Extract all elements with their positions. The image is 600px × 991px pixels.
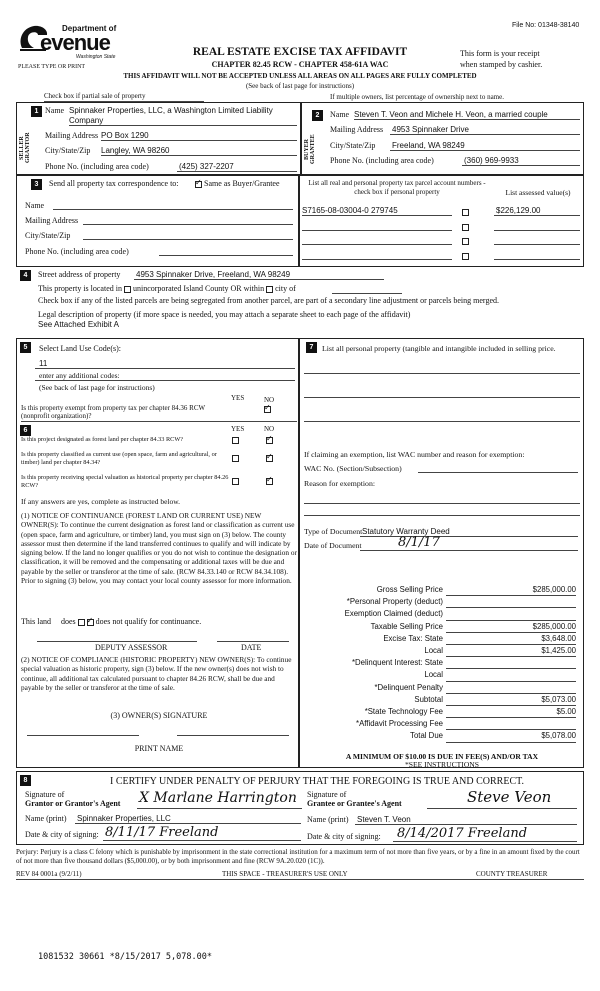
forest-question: Is this project designated as forest land per chapter 84.33 RCW? [21,436,184,443]
assessed-line-3 [494,244,580,245]
this-land-label: This land [21,617,51,626]
see-back: (See back of last page for instructions) [245,82,355,90]
see-instructions: *SEE INSTRUCTIONS [404,760,480,769]
personal-property-checkbox-1[interactable] [462,207,469,216]
buyer-section [301,102,584,175]
corr-name-line [53,209,293,210]
city-of-label: city of [275,284,296,293]
unincorporated-label: unincorporated Island County OR within [132,284,265,293]
county-treasurer-label: COUNTY TREASURER [476,870,548,878]
grantor-sig-label-2: Grantor or Grantor's Agent [25,799,121,808]
grantor-date-city[interactable]: 8/11/17 Freeland [105,825,219,840]
grantee-sig-label-1: Signature of [307,790,347,799]
warning-text: THIS AFFIDAVIT WILL NOT BE ACCEPTED UNLESS ALL AREAS ON ALL PAGES ARE FULLY COMPLETED [123,72,477,80]
section-number: 1 [31,106,42,117]
notice-continuance: (1) NOTICE OF CONTINUANCE (FOREST LAND OR CURRENT USE) NEW OWNER(S): To continue the current designation as forest land or classification as current use (open space, farm and agriculture, or timber) land, you must sign on (3) below. The county assessor must then determine if the land transferred continues to qualify and will indicate by signing below. If the land no longer qualifies or you do not wish to continue the designation or classification, it will be removed and the compensating or additional taxes will be due and payable by the seller or transferor at the time of sale. (RCW 84.33.140 or RCW 84.34.108). Prior to signing (3) below, you may contact your local county assessor for more information. [21,511,297,586]
please-type: PLEASE TYPE OR PRINT [18,64,86,70]
logo-word: evenue [40,30,110,55]
buyer-mailing[interactable]: 4953 Spinnaker Drive [392,125,469,134]
grantor-date-label: Date & city of signing: [25,830,99,839]
tax-row-value[interactable] [446,658,576,669]
same-as-label: Same as Buyer/Grantee [204,179,280,188]
tax-row-value[interactable]: $5.00 [446,707,576,718]
tax-row-label: Gross Selling Price [376,585,443,594]
corr-phone-line [159,255,293,256]
seller-city-line [101,155,297,156]
no-header: NO [264,396,275,404]
assessed-line-4 [494,259,580,260]
section-number: 4 [20,270,31,281]
city-checkbox[interactable] [266,286,273,293]
tax-row-value[interactable]: $5,078.00 [446,731,576,742]
assessed-header: List assessed value(s) [505,188,571,197]
owner-sig-line-1 [27,735,139,736]
tax-row [300,719,585,731]
doc-type-label: Type of Document [304,527,363,536]
personal-property-label: List all personal property (tangible and intangible included in selling price. [322,344,556,353]
section-number: 7 [306,342,317,353]
reason-line-1 [304,503,580,504]
current-use-question: Is this property classified as current use (open space, farm and agricultural, or timber) land per chapter 84.34? [21,451,217,466]
tax-table [300,585,585,745]
tax-row-value[interactable]: $285,000.00 [446,622,576,633]
parcel-number[interactable]: S7165-08-03004-0 279745 [302,206,398,215]
treasurer-stamp: 1081532 30661 *8/15/2017 5,078.00* [38,952,212,962]
notice-compliance: (2) NOTICE OF COMPLIANCE (HISTORIC PROPERTY) NEW OWNER(S): To continue special valuation as historic property, sign (3) below. If the new owner(s) does not wish to continue, all additional tax calculated pursuant to chapter 84.26 RCW, shall be due and payable by the seller or transferor at the time of sale. [21,655,292,692]
grantor-name-line [75,823,301,824]
logo-state: Washington State [76,54,116,60]
additional-codes-label: enter any additional codes: [39,371,120,380]
personal-property-checkbox-4[interactable] [462,251,469,260]
tax-row [300,695,585,707]
seller-mailing[interactable]: PO Box 1290 [101,131,149,140]
certification-section [16,771,584,845]
seller-mailing-label: Mailing Address [45,131,99,140]
tax-row [300,683,585,695]
grantor-signature[interactable]: X Marlane Harrington [139,790,297,806]
footer-rule [16,879,584,880]
grantee-sig-line [427,808,577,809]
seller-side-label: SELLER GRANTOR [19,132,31,164]
pp-line-3 [304,421,580,422]
if-yes-text: If any answers are yes, complete as instructed below. [21,497,181,506]
assessed-line-2 [494,230,580,231]
tax-row-value[interactable] [446,719,576,730]
personal-property-section [299,338,584,768]
does-not-label: does not qualify for continuance. [95,617,202,626]
seller-name-label: Name [45,106,65,115]
buyer-phone-line [462,165,580,166]
tax-row-value[interactable] [446,597,576,608]
grantee-date-line [393,841,577,842]
assessed-line-1 [494,215,580,216]
parcel-section [299,175,584,267]
section-number: 2 [312,110,323,121]
grantor-name-label: Name (print) [25,814,67,823]
section-number-6: 6 [20,425,31,436]
section-number: 3 [31,179,42,190]
land-use-see-back: (See back of last page for instructions) [39,383,155,392]
city-of-line [332,293,402,294]
tax-row-label: Excise Tax: State [383,633,443,643]
grantee-date-city[interactable]: 8/14/2017 Freeland [397,826,528,841]
yes-header-6: YES [231,425,245,433]
location-row [38,284,296,293]
current-use-no-checkbox[interactable] [266,453,273,462]
forest-no-checkbox[interactable] [266,435,273,444]
form-subtitle: CHAPTER 82.45 RCW - CHAPTER 458-61A WAC [211,60,389,69]
tax-row-label: *State Technology Fee [364,707,443,716]
historic-yes-checkbox[interactable] [232,476,239,485]
buyer-name[interactable]: Steven T. Veon and Michele H. Veon, a married couple [354,110,548,119]
property-section [16,268,584,334]
tax-row-label: Subtotal [414,694,443,704]
tax-row [300,585,585,597]
buyer-city-line [390,150,580,151]
buyer-phone[interactable]: (360) 969-9933 [464,156,519,165]
grantee-signature[interactable]: Steve Veon [467,788,552,806]
segregated-row[interactable] [38,296,499,305]
reason-line-2 [304,515,580,516]
checkbox-checked-icon [195,181,202,188]
form-revision: REV 84 0001a (9/2/11) [16,870,82,878]
grantee-name-line [355,824,577,825]
section-number: 8 [20,775,31,786]
wac-line [418,472,578,473]
date-label: DATE [241,643,262,652]
section-number: 5 [20,342,31,353]
corr-name-label: Name [25,201,45,210]
parcel-line-3 [302,244,452,245]
multiple-owners-note: If multiple owners, list percentage of ownership next to name. [330,93,504,101]
current-use-yes-checkbox[interactable] [232,453,239,462]
located-label: This property is located in [38,284,122,293]
historic-no-checkbox[interactable] [266,476,273,485]
grantor-date-line [103,840,301,841]
buyer-side-label: BUYER GRANTEE [304,134,316,164]
perjury-notice: Perjury: Perjury is a class C felony which is punishable by imprisonment in the state correctional institution for a maximum term of not more than five years, or by a fine in an amount fixed by the court of not more than five thousand dollars ($5,000.00), or by both imprisonment and fine (RCW 9A.20.020 (1C)). [16,848,580,865]
doc-date-label: Date of Document [304,541,362,550]
yes-header: YES [231,394,245,402]
correspondence-section [16,175,299,267]
tax-row-value[interactable]: $1,425.00 [446,646,576,657]
pp-line-2 [304,397,580,398]
buyer-city-label: City/State/Zip [330,141,376,150]
unincorporated-checkbox[interactable] [124,286,131,293]
continuance-row [21,617,201,626]
section5-divider [21,421,297,422]
partial-sale-label: Check box if partial sale of property [44,92,146,100]
wac-label: WAC No. (Section/Subsection) [304,464,402,473]
doc-type[interactable]: Statutory Warranty Deed [362,527,450,536]
tax-row [300,670,585,682]
seller-phone-line [177,171,297,172]
deputy-line [37,641,197,642]
corr-mailing-line [83,224,293,225]
does-label: does [61,617,76,626]
land-use-label: Select Land Use Code(s): [39,344,121,353]
historic-question: Is this property receiving special valuation as historical property per chapter 84.26 RCW? [21,474,229,489]
minimum-due: A MINIMUM OF $10.00 IS DUE IN FEE(S) AND/OR TAX [345,752,539,761]
receipt-line2: when stamped by cashier. [460,60,543,69]
segregated-label: Check box if any of the listed parcels are being segregated from another parcel, are part of a secondary line adjustment or parcels being merged. [38,296,499,305]
seller-name-line [69,125,297,126]
tax-row [300,707,585,719]
tax-row [300,646,585,658]
legal-description[interactable]: See Attached Exhibit A [38,320,119,329]
tax-row [300,634,585,646]
tax-row-label: *Delinquent Interest: State [351,658,443,668]
seller-mailing-line [101,140,297,141]
exempt-question: Is this property exempt from property tax per chapter 84.36 RCW (nonprofit organization)? [21,404,205,420]
tax-row-value[interactable]: $285,000.00 [446,585,576,596]
certify-text: I CERTIFY UNDER PENALTY OF PERJURY THAT THE FOREGOING IS TRUE AND CORRECT. [110,776,524,787]
buyer-mailing-line [390,134,580,135]
tax-row [300,622,585,634]
corr-city-label: City/State/Zip [25,231,71,240]
no-header-6: NO [264,425,275,433]
doc-date-line [360,550,578,551]
tax-row-value[interactable]: $5,073.00 [446,695,576,706]
tax-row-label: Exemption Claimed (deduct) [344,609,443,619]
tax-row [300,597,585,609]
partial-sale-row[interactable] [44,92,145,100]
grantee-print-name[interactable]: Steven T. Veon [357,815,411,824]
exemption-label: If claiming an exemption, list WAC number and reason for exemption: [304,450,525,459]
land-use-line [35,368,295,369]
seller-name[interactable]: Spinnaker Properties, LLC, a Washington Limited Liability Company [69,106,273,125]
receipt-line1: This form is your receipt [460,49,540,58]
pp-line-1 [304,373,580,374]
tax-row-label: *Personal Property (deduct) [346,597,443,607]
same-as-buyer-checkbox[interactable] [195,179,280,188]
tax-row-value[interactable] [446,670,576,681]
date-line [217,641,289,642]
does-checkbox[interactable] [78,619,85,626]
print-name-label: PRINT NAME [134,744,184,753]
owner-sig-label: (3) OWNER(S) SIGNATURE [110,711,208,720]
land-use-section [16,338,299,768]
street-line [134,279,384,280]
parcel-line-4 [302,259,452,260]
buyer-name-label: Name [330,110,350,119]
street-label: Street address of property [38,270,121,279]
buyer-name-line [354,119,580,120]
tax-row [300,658,585,670]
tax-row-label: *Affidavit Processing Fee [356,719,443,729]
tax-row-label: Total Due [410,731,443,741]
grantee-date-label: Date & city of signing: [307,832,381,841]
form-title: REAL ESTATE EXCISE TAX AFFIDAVIT [192,46,408,58]
parcel-line-1 [302,215,452,216]
exempt-no-checkbox[interactable] [264,404,271,413]
corr-phone-label: Phone No. (including area code) [25,247,129,256]
grantor-sig-line [137,808,302,809]
personal-property-checkbox-3[interactable] [462,236,469,245]
tax-row-value[interactable]: $3,648.00 [446,634,576,645]
seller-phone-label: Phone No. (including area code) [45,162,149,171]
seller-city-label: City/State/Zip [45,146,91,155]
assessed-value[interactable]: $226,129.00 [496,206,541,215]
corr-city-line [83,239,293,240]
tax-row-value[interactable] [446,609,576,620]
tax-row-value[interactable] [446,683,576,694]
doc-type-line [360,536,578,537]
additional-codes-line [35,380,295,381]
property-street[interactable]: 4953 Spinnaker Drive, Freeland, WA 98249 [136,270,291,279]
parcel-header: List all real and personal property tax parcel account numbers - check box if personal property [308,179,486,196]
tax-row-label: Local [424,646,443,655]
buyer-phone-label: Phone No. (including area code) [330,156,434,165]
does-not-checkbox[interactable] [87,619,94,626]
seller-phone[interactable]: (425) 327-2207 [179,162,234,171]
grantee-sig-label-2: Grantee or Grantee's Agent [307,799,402,808]
seller-city[interactable]: Langley, WA 98260 [101,146,170,155]
tax-row [300,609,585,621]
treasurer-space-label: THIS SPACE - TREASURER'S USE ONLY [222,870,348,878]
land-use-code[interactable]: 11 [39,359,48,368]
grantor-sig-label-1: Signature of [25,790,65,799]
reason-label: Reason for exemption: [304,479,376,488]
buyer-mailing-label: Mailing Address [330,125,384,134]
buyer-city[interactable]: Freeland, WA 98249 [392,141,465,150]
tax-row-label: Local [424,670,443,680]
grantor-print-name[interactable]: Spinnaker Properties, LLC [77,814,171,823]
personal-property-checkbox-2[interactable] [462,222,469,231]
deputy-label: DEPUTY ASSESSOR [95,643,168,652]
file-number: File No: 01348-38140 [512,22,580,29]
dor-logo [16,20,126,64]
parcel-line-2 [302,230,452,231]
forest-yes-checkbox[interactable] [232,435,239,444]
send-label: Send all property tax correspondence to: [49,179,179,188]
corr-mailing-label: Mailing Address [25,216,79,225]
logo-dept: Department of [62,24,117,33]
tax-row-label: Taxable Selling Price [370,621,443,631]
tax-row-label: *Delinquent Penalty [374,682,443,692]
owner-sig-line-2 [177,735,289,736]
grantee-name-label: Name (print) [307,815,349,824]
doc-date[interactable]: 8/1/17 [398,535,440,550]
seller-section [16,102,301,175]
tax-row [300,731,585,743]
legal-label: Legal description of property (if more space is needed, you may attach a separate sheet to each page of the affidavit) [38,310,411,319]
